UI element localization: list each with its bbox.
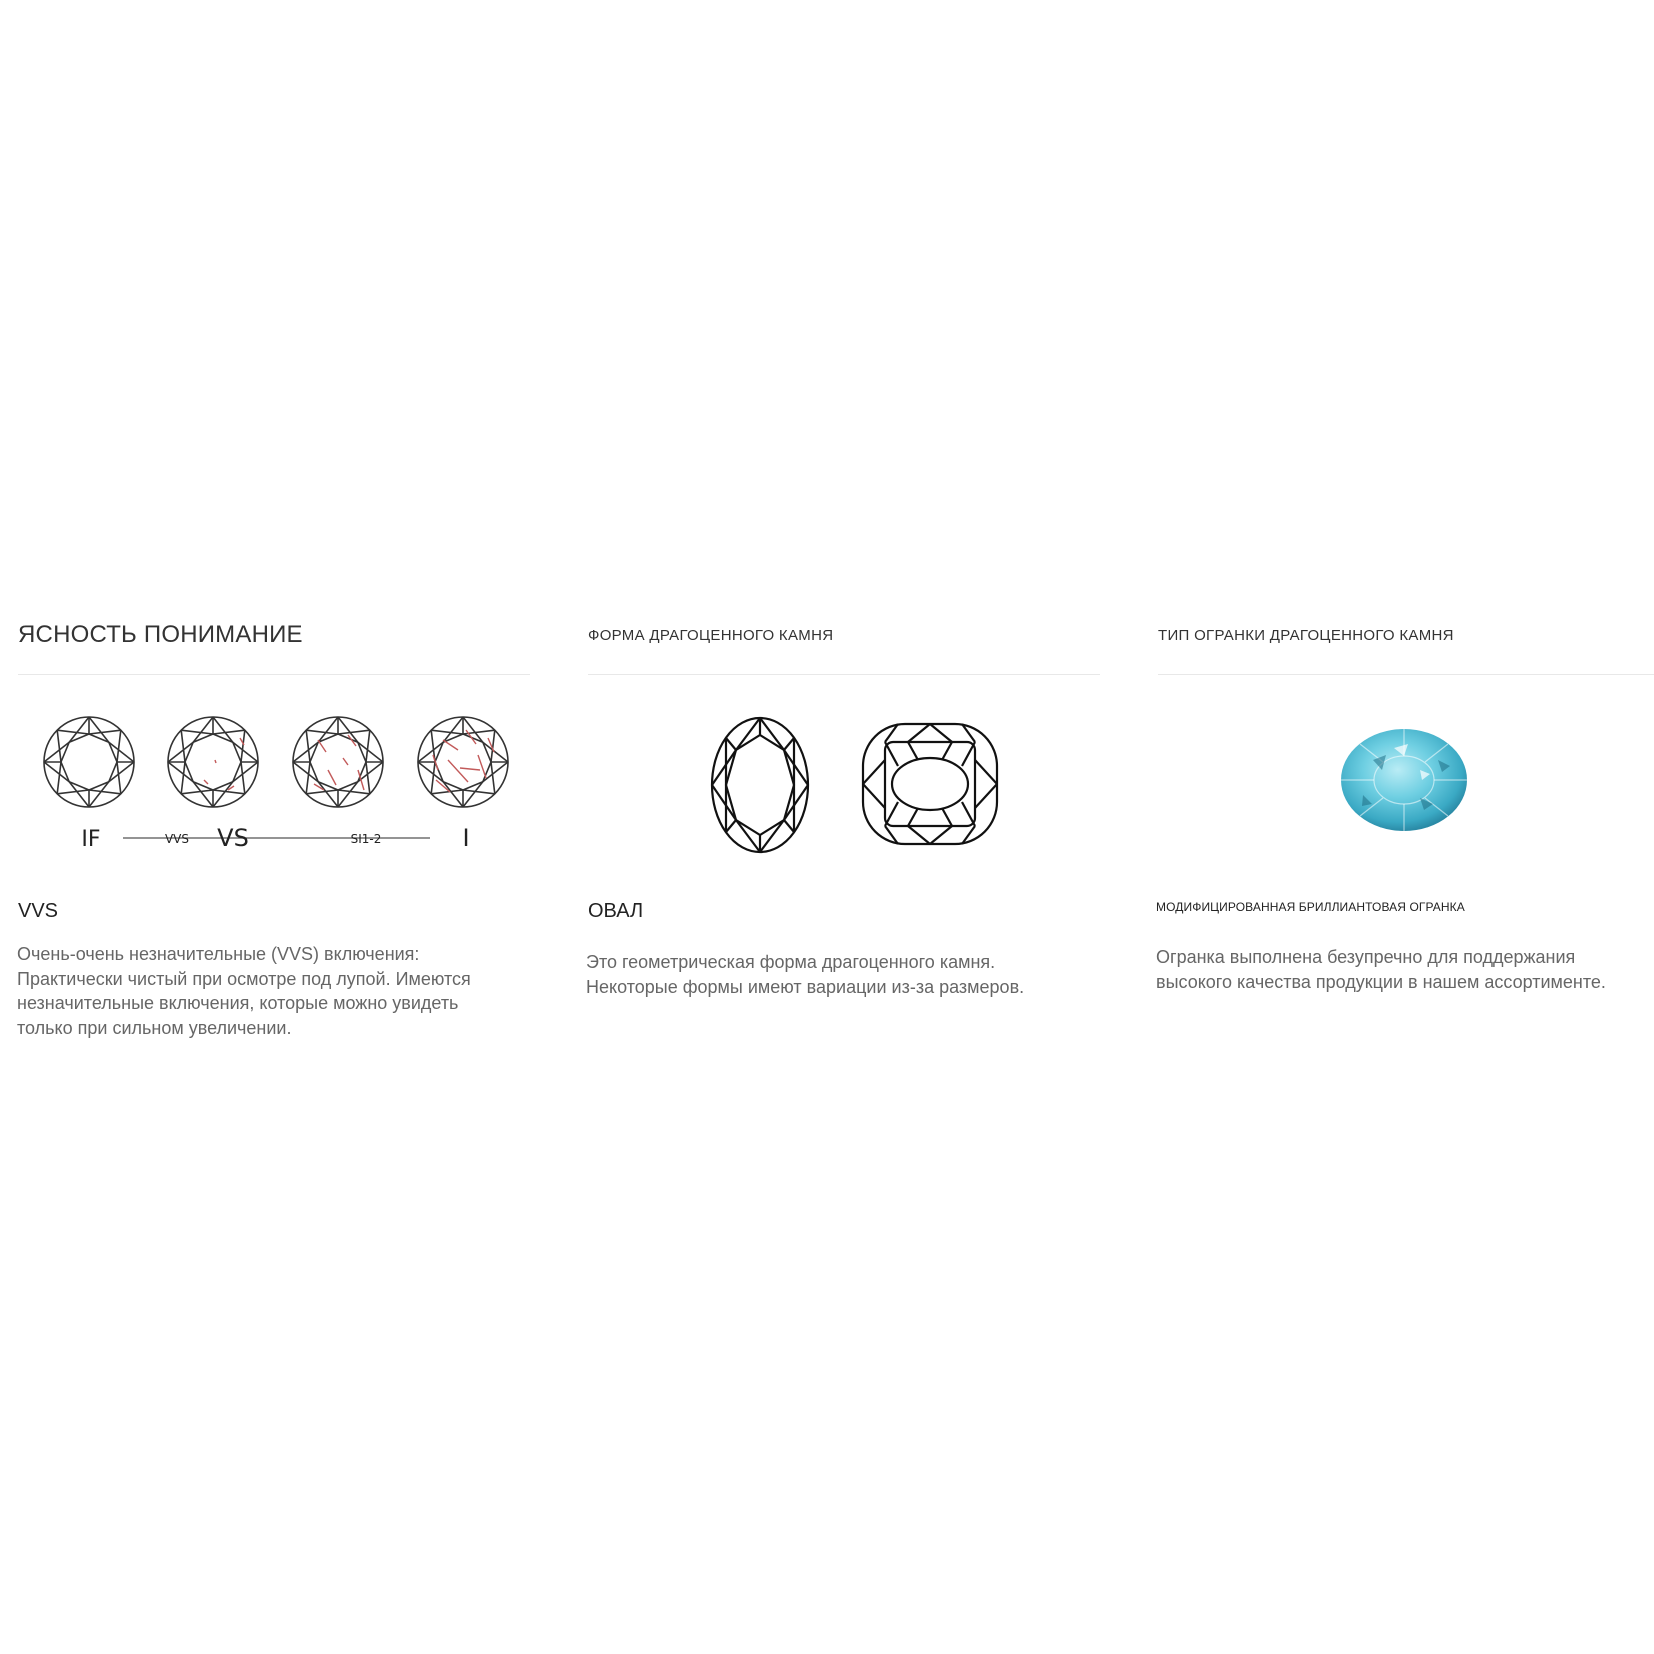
shape-description-line: Некоторые формы имеют вариации из-за размеров. (586, 976, 1025, 997)
cut-description (1156, 945, 1652, 994)
shape-diagram (588, 700, 1100, 870)
clarity-description-line: незначительные включения, которые можно увидеть (17, 993, 459, 1013)
cut-description-line: высокого качества продукции в нашем ассортименте. (1156, 971, 1606, 992)
inclusions-i-icon (433, 730, 494, 792)
gem-i-icon (418, 717, 508, 807)
gem-vvs-icon (168, 717, 258, 807)
shape-title: ФОРМА ДРАГОЦЕННОГО КАМНЯ (588, 627, 834, 644)
cut-title: ТИП ОГРАНКИ ДРАГОЦЕННОГО КАМНЯ (1158, 627, 1454, 644)
shape-name: ОВАЛ (588, 900, 644, 922)
scale-label-vvs: VVS (164, 832, 190, 846)
clarity-description-line: Практически чистый при осмотре под лупой. Имеются (17, 968, 471, 989)
clarity-description (17, 942, 517, 1040)
scale-label-if: IF (81, 827, 101, 852)
cut-divider (1158, 674, 1654, 675)
shape-description-line: Это геометрическая форма драгоценного камня. (586, 952, 996, 972)
cut-description-line: Огранка выполнена безупречно для поддержания (1156, 947, 1576, 967)
clarity-description-line: только при сильном увеличении. (17, 1017, 292, 1038)
cushion-cut-icon (863, 724, 997, 844)
cut-name: МОДИФИЦИРОВАННАЯ БРИЛЛИАНТОВАЯ ОГРАНКА (1156, 900, 1465, 914)
gem-if-icon (44, 717, 134, 807)
clarity-title: ЯСНОСТЬ ПОНИМАНИЕ (18, 621, 303, 648)
cut-gem-photo (1158, 700, 1654, 870)
scale-label-si: SI1-2 (350, 832, 382, 846)
clarity-description-line: Очень-очень незначительные (VVS) включения: (17, 944, 420, 964)
clarity-scale-diagram (18, 700, 530, 870)
oval-cut-icon (712, 718, 808, 852)
shape-divider (588, 674, 1100, 675)
clarity-divider (18, 674, 530, 675)
clarity-grade: VVS (18, 900, 59, 922)
shape-description (586, 950, 1086, 999)
gem-si-icon (293, 717, 383, 807)
scale-label-vs: VS (217, 824, 249, 852)
blue-gem-icon (1341, 729, 1467, 831)
scale-label-i: I (462, 824, 470, 852)
